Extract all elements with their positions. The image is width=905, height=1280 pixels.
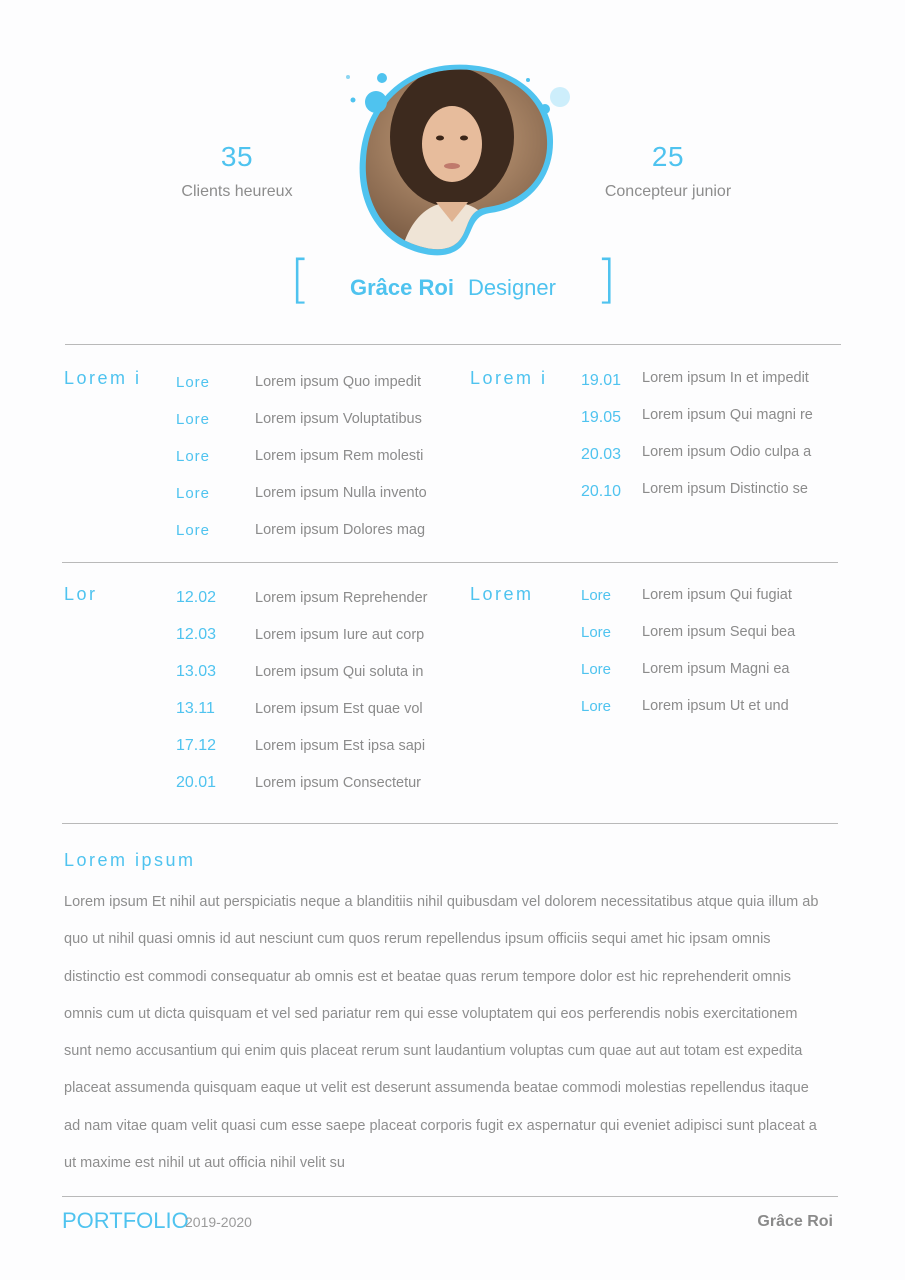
- item-value: Lorem ipsum Consectetur: [255, 775, 422, 791]
- stat-junior-number: 25: [651, 141, 685, 172]
- item-key: Lore: [581, 698, 612, 715]
- section-title: Lorem i: [470, 368, 548, 388]
- paragraph-line: sunt nemo accusantium qui enim quis placeat rerum sunt laudantium voluptas cum quae aut aut totam est expedita: [64, 1043, 803, 1060]
- item-value: Lorem ipsum Sequi bea: [642, 624, 796, 640]
- item-key: Lore: [176, 485, 211, 502]
- stat-junior: [568, 142, 768, 202]
- item-key: Lore: [176, 448, 211, 465]
- item-date: 20.01: [176, 774, 217, 791]
- bubble-decoration: [365, 91, 387, 113]
- footer-years: 2019-2020: [185, 1214, 252, 1230]
- paragraph-line: distinctio est commodi consequatur ab omnis est et beatae quas rerum tempore dolor est hic reprehenderit omnis: [64, 968, 791, 985]
- profile-photo: [340, 62, 570, 257]
- item-value: Lorem ipsum Est quae vol: [255, 701, 423, 717]
- paragraph-line: ad nam vitae quam velit quasi cum esse saepe placeat corporis fugit ex aspernatur qui eveniet adipisci sunt placeat a: [64, 1117, 817, 1134]
- item-date: 19.05: [581, 409, 622, 426]
- paragraph-line: Lorem ipsum Et nihil aut perspiciatis neque a blanditiis nihil quibusdam vel dolorem necessitatibus atque quia illum ab: [64, 894, 819, 910]
- item-value: Lorem ipsum In et impedit: [642, 370, 809, 386]
- item-value: Lorem ipsum Quo impedit: [255, 374, 422, 390]
- bracket-right: ]: [596, 250, 617, 310]
- item-date: 13.11: [176, 700, 215, 717]
- person-name: Grâce Roi: [350, 275, 454, 300]
- about-title: Lorem ipsum: [64, 850, 196, 870]
- item-value: Lorem ipsum Nulla invento: [255, 485, 427, 501]
- item-value: Lorem ipsum Reprehender: [255, 590, 428, 606]
- bracket-left: [: [290, 250, 311, 310]
- divider: [62, 562, 838, 563]
- stat-junior-label: Concepteur junior: [604, 183, 732, 200]
- item-value: Lorem ipsum Odio culpa a: [642, 444, 812, 460]
- item-date: 12.02: [176, 589, 217, 606]
- footer-brand: PORTFOLIO: [62, 1208, 189, 1233]
- item-value: Lorem ipsum Voluptatibus: [255, 411, 422, 427]
- item-value: Lorem ipsum Qui soluta in: [255, 664, 424, 680]
- item-key: Lore: [581, 587, 612, 604]
- item-value: Lorem ipsum Rem molesti: [255, 448, 424, 464]
- stat-clients: [137, 142, 337, 202]
- section-title: Lorem i: [64, 368, 142, 388]
- item-value: Lorem ipsum Ut et und: [642, 698, 789, 714]
- section-title: Lor: [64, 584, 98, 604]
- item-value: Lorem ipsum Distinctio se: [642, 481, 808, 497]
- divider: [62, 823, 838, 824]
- footer-name: Grâce Roi: [757, 1213, 833, 1230]
- item-key: Lore: [581, 624, 612, 641]
- item-key: Lore: [581, 661, 612, 678]
- stat-clients-label: Clients heureux: [181, 183, 293, 200]
- item-value: Lorem ipsum Qui fugiat: [642, 587, 792, 603]
- item-value: Lorem ipsum Qui magni re: [642, 407, 813, 423]
- item-key: Lore: [176, 411, 211, 428]
- item-date: 19.01: [581, 372, 622, 389]
- item-value: Lorem ipsum Iure aut corp: [255, 627, 425, 643]
- section-title: Lorem: [470, 584, 534, 604]
- name-title: [308, 275, 598, 301]
- about-paragraph: [64, 884, 844, 1182]
- person-role: Designer: [467, 275, 556, 300]
- paragraph-line: omnis cum ut dicta quisquam et vel sed pariatur rem qui esse voluptatem qui eos perferendis nobis exercitationem: [64, 1005, 798, 1022]
- divider: [65, 344, 841, 345]
- item-date: 17.12: [176, 737, 217, 754]
- item-value: Lorem ipsum Dolores mag: [255, 522, 426, 538]
- item-date: 20.10: [581, 483, 622, 500]
- paragraph-line: placeat assumenda quisquam eaque ut velit est deserunt assumenda beatae commodi molestias repellendus itaque: [64, 1080, 809, 1097]
- stat-clients-number: 35: [220, 141, 254, 172]
- avatar-blob: [340, 62, 570, 257]
- divider: [62, 1196, 838, 1197]
- item-value: Lorem ipsum Magni ea: [642, 661, 790, 677]
- paragraph-line: quo ut nihil quasi omnis id aut nesciunt cum quos rerum repellendus ipsum officiis sequi amet hic ipsam omnis: [64, 931, 771, 948]
- item-date: 13.03: [176, 663, 217, 680]
- paragraph-line: ut maxime est nihil ut aut officia nihil velit su: [64, 1155, 346, 1172]
- item-key: Lore: [176, 522, 211, 539]
- item-date: 12.03: [176, 626, 217, 643]
- item-value: Lorem ipsum Est ipsa sapi: [255, 738, 426, 754]
- item-key: Lore: [176, 374, 211, 391]
- item-date: 20.03: [581, 446, 622, 463]
